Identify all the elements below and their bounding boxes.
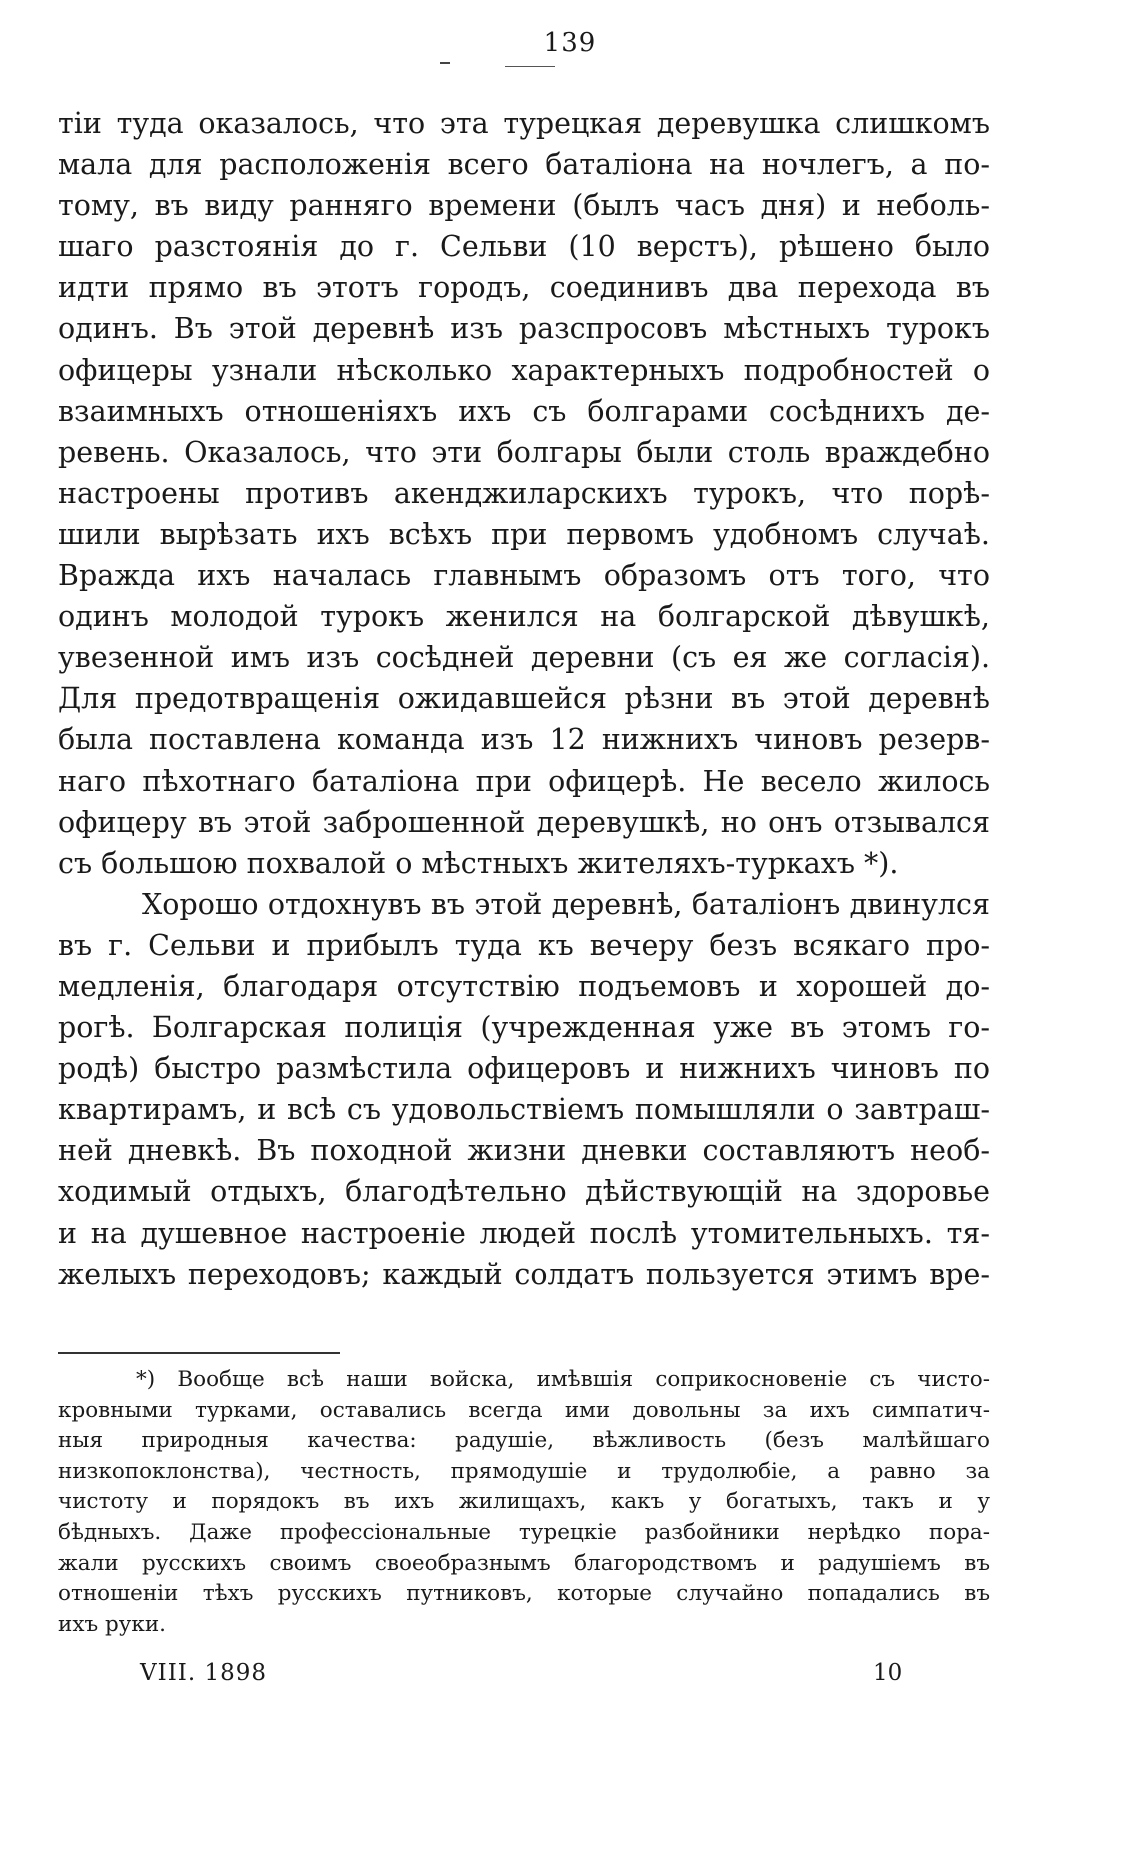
footnote-line: чистоту и порядокъ въ ихъ жилищахъ, какъ у богатыхъ, такъ и у xyxy=(58,1489,990,1515)
text-line: шаго разстоянія до г. Сельви (10 верстъ), рѣшено было xyxy=(58,230,990,264)
footnote-line: отношеніи тѣхъ русскихъ путниковъ, которые случайно попадались въ xyxy=(58,1581,990,1607)
text-line: ней дневкѣ. Въ походной жизни дневки составляютъ необ- xyxy=(58,1134,990,1168)
text-line: и на душевное настроеніе людей послѣ утомительныхъ. тя- xyxy=(58,1216,990,1250)
footnote-line: кровными турками, оставались всегда ими довольны за ихъ симпатич- xyxy=(58,1397,990,1423)
text-line: шили вырѣзать ихъ всѣхъ при первомъ удобномъ случаѣ. xyxy=(58,517,990,551)
text-line: родѣ) быстро размѣстила офицеровъ и нижнихъ чиновъ по xyxy=(58,1052,990,1086)
text-line: мала для расположенія всего баталіона на ночлегъ, а по- xyxy=(58,148,990,182)
signature-mark: VIII. 1898 xyxy=(140,1660,268,1686)
text-line: одинъ молодой турокъ женился на болгарской дѣвушкѣ, xyxy=(58,600,990,634)
header-dash xyxy=(440,62,450,64)
text-line: увезенной имъ изъ сосѣдней деревни (съ ея же согласія). xyxy=(58,641,990,675)
text-line: ревень. Оказалось, что эти болгары были столь враждебно xyxy=(58,435,990,469)
text-line: рогѣ. Болгарская полиція (учрежденная уже въ этомъ го- xyxy=(58,1011,990,1045)
text-line: Вражда ихъ началась главнымъ образомъ отъ того, что xyxy=(58,559,990,593)
text-line: въ г. Сельви и прибылъ туда къ вечеру безъ всякаго про- xyxy=(58,928,990,962)
sheet-number: 10 xyxy=(873,1660,903,1686)
footnote-line: бѣдныхъ. Даже профессіональные турецкіе разбойники нерѣдко пора- xyxy=(58,1519,990,1545)
text-line: тіи туда оказалось, что эта турецкая деревушка слишкомъ xyxy=(58,107,990,140)
text-line: взаимныхъ отношеніяхъ ихъ съ болгарами сосѣднихъ де- xyxy=(58,394,990,428)
text-line: медленія, благодаря отсутствію подъемовъ и хорошей до- xyxy=(58,969,990,1003)
footnote-line: жали русскихъ своимъ своеобразнымъ благородствомъ и радушіемъ въ xyxy=(58,1550,990,1576)
text-line: тому, въ виду ранняго времени (былъ часъ дня) и неболь- xyxy=(58,189,990,223)
text-line: Для предотвращенія ожидавшейся рѣзни въ этой деревнѣ xyxy=(58,682,990,716)
text-line: съ большою похвалой о мѣстныхъ жителяхъ-туркахъ *). xyxy=(58,846,899,880)
main-text xyxy=(58,103,990,1295)
text-line: Хорошо отдохнувъ въ этой деревнѣ, баталіонъ двинулся xyxy=(142,887,990,921)
text-line: офицеру въ этой заброшенной деревушкѣ, но онъ отзывался xyxy=(58,805,990,839)
text-line: квартирамъ, и всѣ съ удовольствіемъ помышляли о завтраш- xyxy=(58,1093,990,1127)
text-line: идти прямо въ этотъ городъ, соединивъ два перехода въ xyxy=(58,271,990,305)
text-line: желыхъ переходовъ; каждый солдатъ пользуется этимъ вре- xyxy=(58,1257,990,1291)
text-line: одинъ. Въ этой деревнѣ изъ разспросовъ мѣстныхъ турокъ xyxy=(58,312,990,346)
page-number: 139 xyxy=(543,28,597,58)
footnote-line: низкопоклонства), честность, прямодушіе и трудолюбіе, а равно за xyxy=(58,1458,990,1484)
footnote-line: ихъ руки. xyxy=(58,1611,166,1637)
header-rule xyxy=(505,66,555,67)
text-line: была поставлена команда изъ 12 нижнихъ чиновъ резерв- xyxy=(58,723,990,757)
text-line: настроены противъ акенджиларскихъ турокъ, что порѣ- xyxy=(58,476,990,510)
footnote-line: *) Вообще всѣ наши войска, имѣвшія соприкосновеніе съ чисто- xyxy=(136,1367,990,1392)
text-line: ходимый отдыхъ, благодѣтельно дѣйствующій на здоровье xyxy=(58,1175,990,1209)
footnote xyxy=(58,1365,990,1640)
footnote-line: ныя природныя качества: радушіе, вѣжливость (безъ малѣйшаго xyxy=(58,1428,990,1454)
text-line: наго пѣхотнаго баталіона при офицерѣ. Не весело жилось xyxy=(58,764,990,798)
footnote-rule xyxy=(58,1352,340,1354)
text-line: офицеры узнали нѣсколько характерныхъ подробностей о xyxy=(58,353,990,387)
